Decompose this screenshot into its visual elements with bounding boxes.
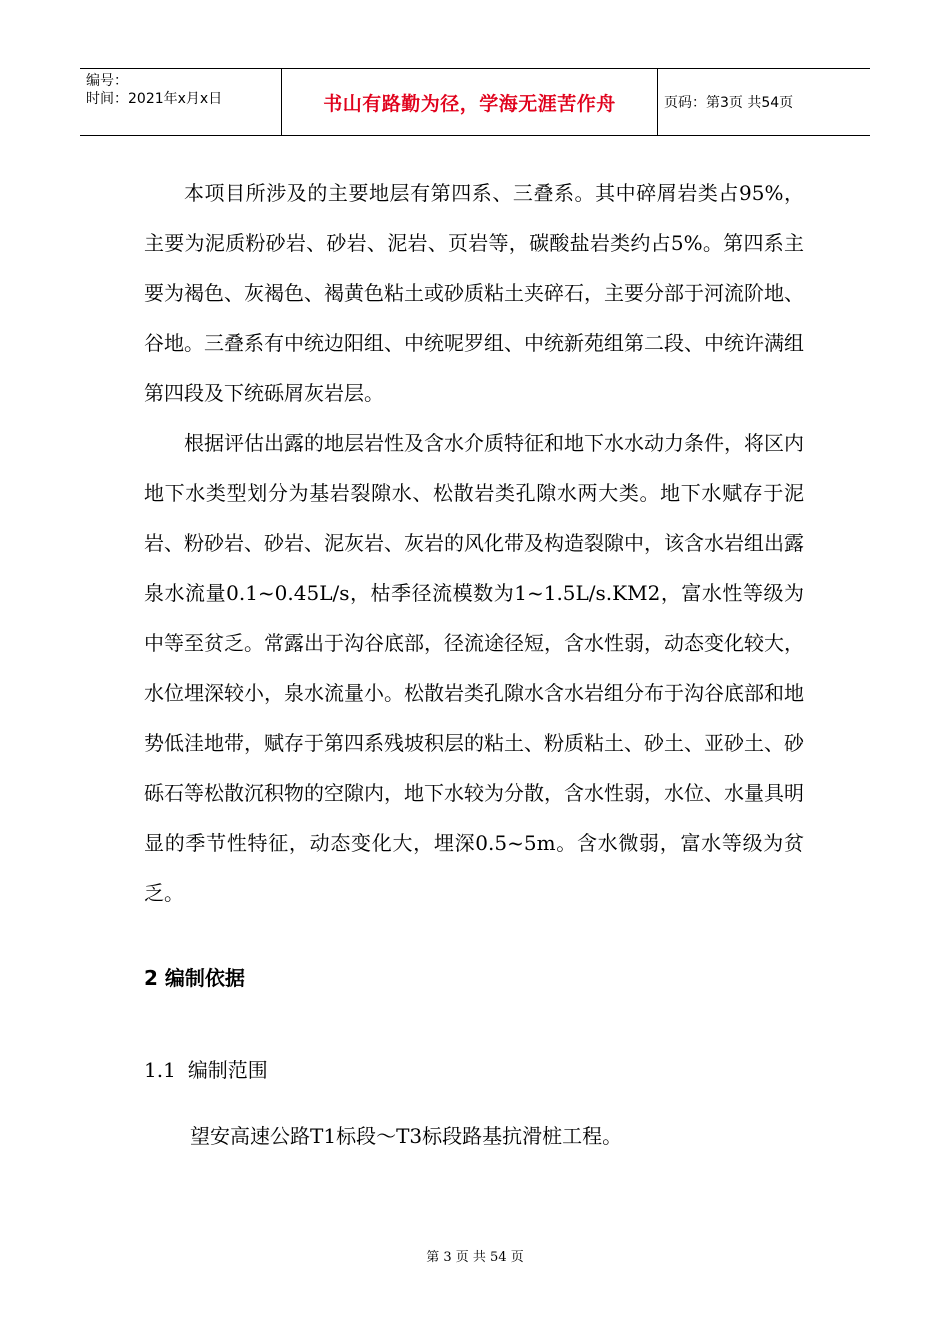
subsection-heading-scope	[144, 1054, 268, 1083]
header-meta	[80, 69, 282, 135]
paragraph-strata: 本项目所涉及的主要地层有第四系、三叠系。其中碎屑岩类占95%，主要为泥质粉砂岩、砂岩、泥岩、页岩等，碳酸盐岩类约占5%。第四系主要为褐色、灰褐色、褐黄色粘土或砂质粘土夹碎石，主要分部于河流阶地、谷地。三叠系有中统边阳组、中统呢罗组、中统新苑组第二段、中统许满组第四段及下统砾屑灰岩层。	[144, 181, 804, 405]
subsection-title: 编制范围	[187, 1058, 268, 1082]
subsection-number: 1.1	[144, 1058, 176, 1082]
document-number-label: 编号：	[86, 73, 128, 89]
page-footer: 第 3 页 共 54 页	[426, 1250, 524, 1265]
scope-text: 望安高速公路T1标段～T3标段路基抗滑桩工程。	[190, 1124, 623, 1148]
page-header	[80, 68, 870, 136]
header-page-label: 页码：第3页 共54页	[664, 95, 794, 111]
header-motto: 书山有路勤为径，学海无涯苦作舟	[282, 69, 658, 135]
section-heading-basis: 2 编制依据	[144, 966, 245, 990]
paragraph-groundwater: 根据评估出露的地层岩性及含水介质特征和地下水水动力条件，将区内地下水类型划分为基岩裂隙水、松散岩类孔隙水两大类。地下水赋存于泥岩、粉砂岩、砂岩、泥灰岩、灰岩的风化带及构造裂隙中，该含水岩组出露泉水流量0.1~0.45L/s，枯季径流模数为1~1.5L/s.KM2，富水性等级为中等至贫乏。常露出于沟谷底部，径流途径短，含水性弱，动态变化较大，水位埋深较小，泉水流量小。松散岩类孔隙水含水岩组分布于沟谷底部和地势低洼地带，赋存于第四系残坡积层的粘土、粉质粘土、砂土、亚砂土、砂砾石等松散沉积物的空隙内，地下水较为分散，含水性弱，水位、水量具明显的季节性特征，动态变化大，埋深0.5~5m。含水微弱，富水等级为贫乏。	[144, 431, 804, 905]
document-time-label: 时间：2021年x月x日	[86, 91, 223, 107]
body-content	[144, 168, 804, 918]
